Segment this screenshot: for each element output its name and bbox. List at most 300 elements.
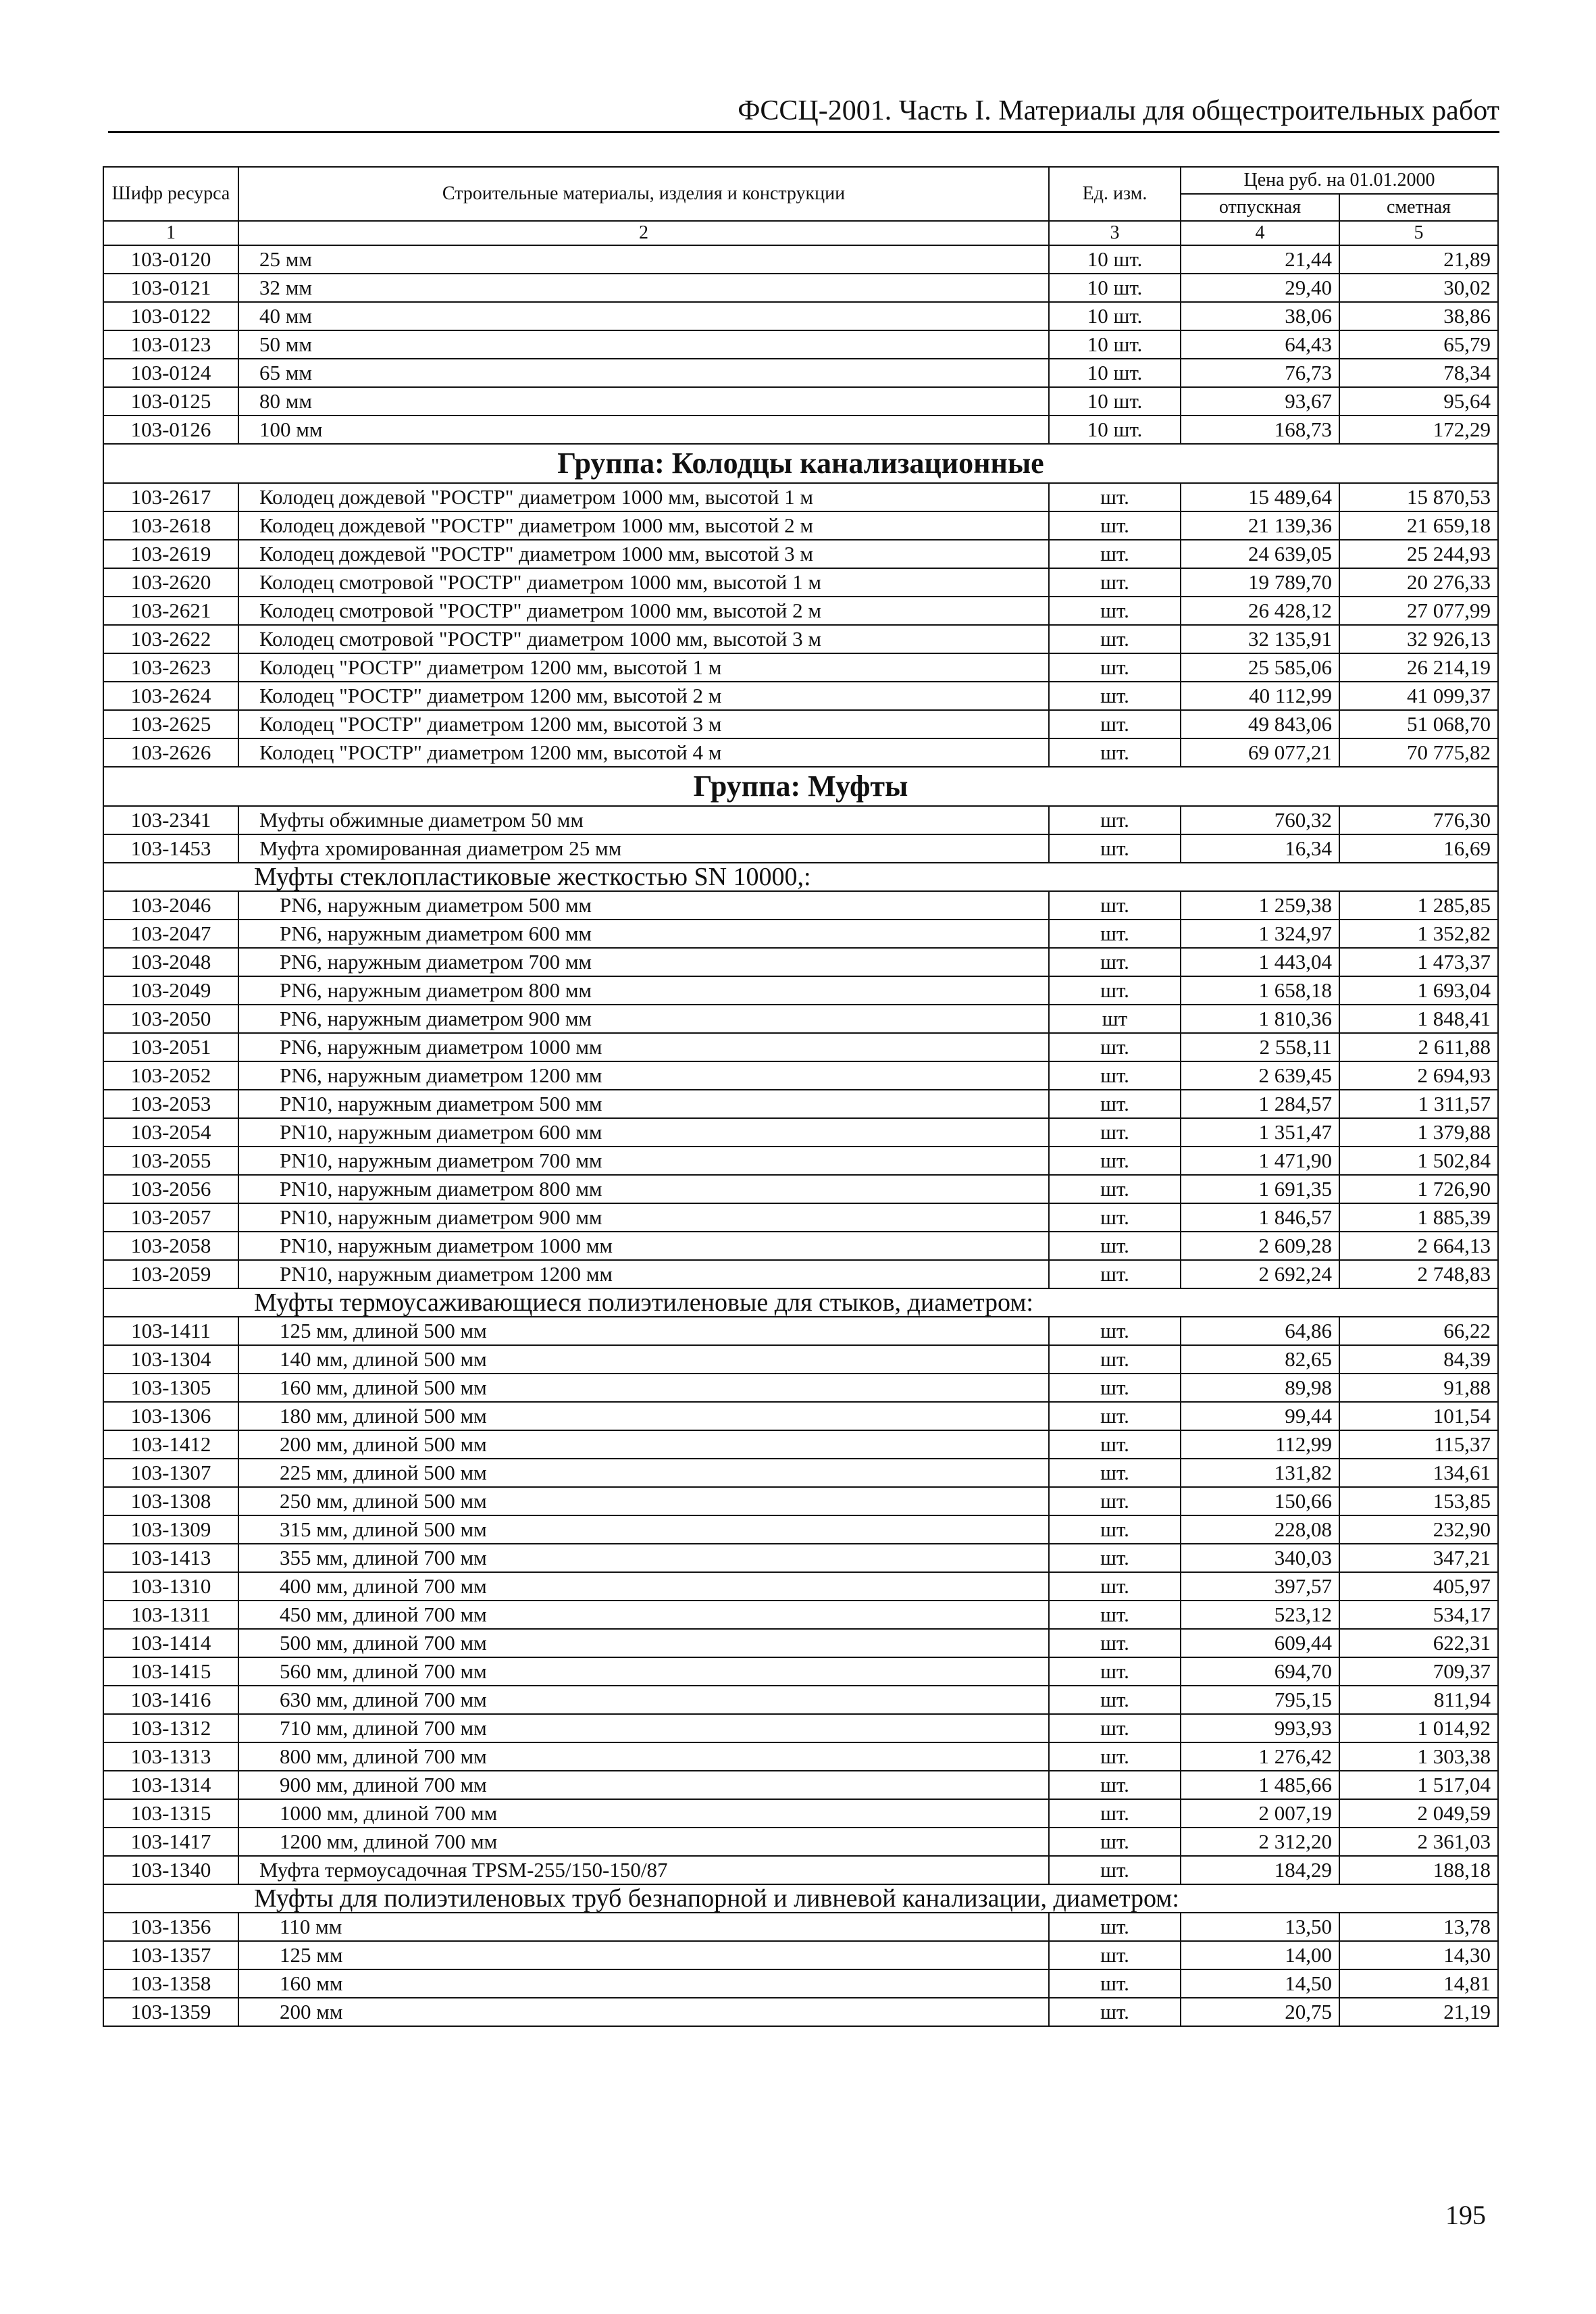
table-row <box>103 1913 1498 1941</box>
item-unit: шт. <box>1049 1260 1181 1288</box>
subgroup-heading-row <box>103 1288 1498 1317</box>
table-row <box>103 1033 1498 1061</box>
price-release: 21 139,36 <box>1181 511 1339 540</box>
price-estimate: 153,85 <box>1339 1487 1498 1515</box>
item-description: 315 мм, длиной 500 мм <box>238 1515 1049 1544</box>
price-estimate: 1 352,82 <box>1339 920 1498 948</box>
resource-code: 103-1357 <box>103 1941 238 1969</box>
group-heading: Группа: Муфты <box>103 767 1498 806</box>
price-release: 14,00 <box>1181 1941 1339 1969</box>
table-row <box>103 1515 1498 1544</box>
item-description: PN6, наружным диаметром 600 мм <box>238 920 1049 948</box>
price-release: 1 810,36 <box>1181 1005 1339 1033</box>
table-row <box>103 302 1498 330</box>
item-unit: 10 шт. <box>1049 330 1181 359</box>
table-row <box>103 1147 1498 1175</box>
price-release: 523,12 <box>1181 1601 1339 1629</box>
item-description: PN10, наружным диаметром 900 мм <box>238 1203 1049 1232</box>
table-row <box>103 653 1498 682</box>
item-description: PN10, наружным диаметром 1000 мм <box>238 1232 1049 1260</box>
table-row <box>103 1487 1498 1515</box>
price-estimate: 1 502,84 <box>1339 1147 1498 1175</box>
item-unit: шт. <box>1049 1487 1181 1515</box>
table-row <box>103 540 1498 568</box>
item-unit: 10 шт. <box>1049 387 1181 416</box>
resource-code: 103-1411 <box>103 1317 238 1345</box>
item-unit: шт. <box>1049 806 1181 834</box>
table-row <box>103 1260 1498 1288</box>
item-description: Муфта термоусадочная TPSM-255/150-150/87 <box>238 1856 1049 1884</box>
table-row <box>103 806 1498 834</box>
price-estimate: 27 077,99 <box>1339 597 1498 625</box>
price-estimate: 2 748,83 <box>1339 1260 1498 1288</box>
item-unit: шт. <box>1049 597 1181 625</box>
item-description: 450 мм, длиной 700 мм <box>238 1601 1049 1629</box>
item-description: Колодец "РОСТР" диаметром 1200 мм, высотой 2 м <box>238 682 1049 710</box>
table-row <box>103 1969 1498 1998</box>
resource-code: 103-2056 <box>103 1175 238 1203</box>
resource-code: 103-2620 <box>103 568 238 597</box>
resource-code: 103-2059 <box>103 1260 238 1288</box>
item-unit: шт. <box>1049 1430 1181 1459</box>
resource-code: 103-1311 <box>103 1601 238 1629</box>
table-row <box>103 1799 1498 1828</box>
price-release: 795,15 <box>1181 1686 1339 1714</box>
item-description: 400 мм, длиной 700 мм <box>238 1572 1049 1601</box>
item-description: PN6, наружным диаметром 1000 мм <box>238 1033 1049 1061</box>
price-estimate: 25 244,93 <box>1339 540 1498 568</box>
column-number-row <box>103 221 1498 245</box>
resource-code: 103-2625 <box>103 710 238 738</box>
price-release: 1 691,35 <box>1181 1175 1339 1203</box>
subgroup-heading-row <box>103 863 1498 891</box>
item-unit: шт. <box>1049 1856 1181 1884</box>
item-unit: шт. <box>1049 1742 1181 1771</box>
price-release: 1 485,66 <box>1181 1771 1339 1799</box>
item-unit: шт. <box>1049 1969 1181 1998</box>
item-unit: шт. <box>1049 1061 1181 1090</box>
subgroup-heading-row <box>103 1884 1498 1913</box>
item-description: 100 мм <box>238 416 1049 444</box>
price-estimate: 1 379,88 <box>1339 1118 1498 1147</box>
item-unit: шт. <box>1049 1345 1181 1374</box>
column-number: 2 <box>238 221 1049 245</box>
header-price-group: Цена руб. на 01.01.2000 <box>1181 167 1498 194</box>
item-description: Колодец смотровой "РОСТР" диаметром 1000 мм, высотой 1 м <box>238 568 1049 597</box>
column-number: 1 <box>103 221 238 245</box>
price-estimate: 1 303,38 <box>1339 1742 1498 1771</box>
item-unit: шт. <box>1049 511 1181 540</box>
item-description: Колодец "РОСТР" диаметром 1200 мм, высотой 1 м <box>238 653 1049 682</box>
price-estimate: 13,78 <box>1339 1913 1498 1941</box>
header-description: Строительные материалы, изделия и конструкции <box>238 167 1049 221</box>
table-row <box>103 1203 1498 1232</box>
price-release: 184,29 <box>1181 1856 1339 1884</box>
item-unit: шт. <box>1049 1686 1181 1714</box>
resource-code: 103-1414 <box>103 1629 238 1657</box>
item-unit: шт. <box>1049 1714 1181 1742</box>
price-release: 1 846,57 <box>1181 1203 1339 1232</box>
price-estimate: 776,30 <box>1339 806 1498 834</box>
price-release: 2 007,19 <box>1181 1799 1339 1828</box>
item-unit: шт. <box>1049 1941 1181 1969</box>
item-description: PN6, наружным диаметром 900 мм <box>238 1005 1049 1033</box>
group-heading: Группа: Колодцы канализационные <box>103 444 1498 483</box>
price-estimate: 32 926,13 <box>1339 625 1498 653</box>
price-release: 24 639,05 <box>1181 540 1339 568</box>
price-estimate: 1 311,57 <box>1339 1090 1498 1118</box>
item-unit: шт. <box>1049 1090 1181 1118</box>
price-release: 89,98 <box>1181 1374 1339 1402</box>
price-estimate: 95,64 <box>1339 387 1498 416</box>
item-unit: шт. <box>1049 1175 1181 1203</box>
resource-code: 103-1413 <box>103 1544 238 1572</box>
item-unit: шт. <box>1049 1147 1181 1175</box>
table-row <box>103 710 1498 738</box>
resource-code: 103-0121 <box>103 274 238 302</box>
price-release: 397,57 <box>1181 1572 1339 1601</box>
price-estimate: 51 068,70 <box>1339 710 1498 738</box>
price-release: 2 692,24 <box>1181 1260 1339 1288</box>
resource-code: 103-2057 <box>103 1203 238 1232</box>
item-unit: шт. <box>1049 738 1181 767</box>
header-title: ФССЦ-2001. Часть I. Материалы для общестроительных работ <box>738 95 1499 126</box>
item-description: PN6, наружным диаметром 700 мм <box>238 948 1049 976</box>
price-release: 1 324,97 <box>1181 920 1339 948</box>
price-release: 131,82 <box>1181 1459 1339 1487</box>
item-description: Колодец "РОСТР" диаметром 1200 мм, высотой 4 м <box>238 738 1049 767</box>
resource-code: 103-1356 <box>103 1913 238 1941</box>
resource-code: 103-1415 <box>103 1657 238 1686</box>
item-unit: шт. <box>1049 540 1181 568</box>
table-header-row <box>103 167 1498 194</box>
price-release: 168,73 <box>1181 416 1339 444</box>
column-number: 4 <box>1181 221 1339 245</box>
item-description: Колодец смотровой "РОСТР" диаметром 1000 мм, высотой 2 м <box>238 597 1049 625</box>
price-release: 1 658,18 <box>1181 976 1339 1005</box>
price-estimate: 78,34 <box>1339 359 1498 387</box>
price-estimate: 38,86 <box>1339 302 1498 330</box>
item-description: 50 мм <box>238 330 1049 359</box>
item-unit: шт <box>1049 1005 1181 1033</box>
resource-code: 103-2617 <box>103 483 238 511</box>
item-description: 1000 мм, длиной 700 мм <box>238 1799 1049 1828</box>
item-description: 800 мм, длиной 700 мм <box>238 1742 1049 1771</box>
resource-code: 103-2052 <box>103 1061 238 1090</box>
resource-code: 103-1315 <box>103 1799 238 1828</box>
table-row <box>103 245 1498 274</box>
item-description: 40 мм <box>238 302 1049 330</box>
price-release: 1 471,90 <box>1181 1147 1339 1175</box>
item-description: 160 мм <box>238 1969 1049 1998</box>
item-description: 125 мм <box>238 1941 1049 1969</box>
table-row <box>103 1742 1498 1771</box>
price-release: 13,50 <box>1181 1913 1339 1941</box>
price-estimate: 41 099,37 <box>1339 682 1498 710</box>
item-unit: шт. <box>1049 834 1181 863</box>
table-row <box>103 1232 1498 1260</box>
price-estimate: 14,81 <box>1339 1969 1498 1998</box>
price-estimate: 65,79 <box>1339 330 1498 359</box>
item-description: 125 мм, длиной 500 мм <box>238 1317 1049 1345</box>
resource-code: 103-1305 <box>103 1374 238 1402</box>
item-description: Колодец дождевой "РОСТР" диаметром 1000 мм, высотой 2 м <box>238 511 1049 540</box>
price-estimate: 101,54 <box>1339 1402 1498 1430</box>
table-row <box>103 948 1498 976</box>
price-release: 64,86 <box>1181 1317 1339 1345</box>
price-estimate: 66,22 <box>1339 1317 1498 1345</box>
item-unit: шт. <box>1049 920 1181 948</box>
item-unit: шт. <box>1049 1232 1181 1260</box>
item-description: PN6, наружным диаметром 800 мм <box>238 976 1049 1005</box>
resource-code: 103-2621 <box>103 597 238 625</box>
price-estimate: 1 726,90 <box>1339 1175 1498 1203</box>
price-estimate: 26 214,19 <box>1339 653 1498 682</box>
table-row <box>103 1572 1498 1601</box>
resource-code: 103-0125 <box>103 387 238 416</box>
item-unit: шт. <box>1049 483 1181 511</box>
table-row <box>103 625 1498 653</box>
resource-code: 103-2055 <box>103 1147 238 1175</box>
price-estimate: 70 775,82 <box>1339 738 1498 767</box>
resource-code: 103-1304 <box>103 1345 238 1374</box>
item-unit: шт. <box>1049 1601 1181 1629</box>
price-estimate: 622,31 <box>1339 1629 1498 1657</box>
header-unit: Ед. изм. <box>1049 167 1181 221</box>
item-description: 1200 мм, длиной 700 мм <box>238 1828 1049 1856</box>
item-unit: шт. <box>1049 1657 1181 1686</box>
price-estimate: 405,97 <box>1339 1572 1498 1601</box>
table-row <box>103 1714 1498 1742</box>
item-description: Колодец дождевой "РОСТР" диаметром 1000 мм, высотой 3 м <box>238 540 1049 568</box>
column-number: 3 <box>1049 221 1181 245</box>
item-description: PN6, наружным диаметром 1200 мм <box>238 1061 1049 1090</box>
resource-code: 103-1412 <box>103 1430 238 1459</box>
page-number: 195 <box>1445 2200 1486 2230</box>
price-release: 26 428,12 <box>1181 597 1339 625</box>
price-estimate: 534,17 <box>1339 1601 1498 1629</box>
resource-code: 103-1314 <box>103 1771 238 1799</box>
table-row <box>103 1061 1498 1090</box>
table-row <box>103 1175 1498 1203</box>
column-number: 5 <box>1339 221 1498 245</box>
table-row <box>103 1005 1498 1033</box>
resource-code: 103-2624 <box>103 682 238 710</box>
table-row <box>103 1657 1498 1686</box>
price-estimate: 1 473,37 <box>1339 948 1498 976</box>
price-release: 1 259,38 <box>1181 891 1339 920</box>
resource-code: 103-0122 <box>103 302 238 330</box>
price-estimate: 232,90 <box>1339 1515 1498 1544</box>
price-estimate: 347,21 <box>1339 1544 1498 1572</box>
item-description: Муфта хромированная диаметром 25 мм <box>238 834 1049 863</box>
price-release: 2 639,45 <box>1181 1061 1339 1090</box>
table-row <box>103 568 1498 597</box>
item-unit: шт. <box>1049 1203 1181 1232</box>
resource-code: 103-2048 <box>103 948 238 976</box>
item-description: 710 мм, длиной 700 мм <box>238 1714 1049 1742</box>
item-description: 80 мм <box>238 387 1049 416</box>
resource-code: 103-2341 <box>103 806 238 834</box>
price-estimate: 115,37 <box>1339 1430 1498 1459</box>
item-description: 140 мм, длиной 500 мм <box>238 1345 1049 1374</box>
item-unit: шт. <box>1049 625 1181 653</box>
price-estimate: 172,29 <box>1339 416 1498 444</box>
price-release: 40 112,99 <box>1181 682 1339 710</box>
resource-code: 103-2046 <box>103 891 238 920</box>
item-unit: шт. <box>1049 1828 1181 1856</box>
price-estimate: 1 885,39 <box>1339 1203 1498 1232</box>
table-row <box>103 1686 1498 1714</box>
table-row <box>103 738 1498 767</box>
item-unit: шт. <box>1049 976 1181 1005</box>
item-description: Колодец дождевой "РОСТР" диаметром 1000 мм, высотой 1 м <box>238 483 1049 511</box>
price-release: 228,08 <box>1181 1515 1339 1544</box>
item-description: 560 мм, длиной 700 мм <box>238 1657 1049 1686</box>
resource-code: 103-1359 <box>103 1998 238 2026</box>
price-release: 1 276,42 <box>1181 1742 1339 1771</box>
price-estimate: 2 694,93 <box>1339 1061 1498 1090</box>
table-row <box>103 1090 1498 1118</box>
price-estimate: 21 659,18 <box>1339 511 1498 540</box>
price-estimate: 84,39 <box>1339 1345 1498 1374</box>
item-unit: шт. <box>1049 1374 1181 1402</box>
item-description: 200 мм, длиной 500 мм <box>238 1430 1049 1459</box>
resource-code: 103-1306 <box>103 1402 238 1430</box>
resource-code: 103-1309 <box>103 1515 238 1544</box>
price-table <box>103 166 1499 2027</box>
table-row <box>103 920 1498 948</box>
resource-code: 103-0126 <box>103 416 238 444</box>
table-row <box>103 1771 1498 1799</box>
resource-code: 103-1417 <box>103 1828 238 1856</box>
item-unit: шт. <box>1049 948 1181 976</box>
price-estimate: 91,88 <box>1339 1374 1498 1402</box>
item-unit: шт. <box>1049 1998 1181 2026</box>
item-unit: шт. <box>1049 1799 1181 1828</box>
item-unit: шт. <box>1049 653 1181 682</box>
item-unit: шт. <box>1049 1402 1181 1430</box>
item-description: 160 мм, длиной 500 мм <box>238 1374 1049 1402</box>
price-release: 82,65 <box>1181 1345 1339 1374</box>
price-estimate: 16,69 <box>1339 834 1498 863</box>
price-release: 21,44 <box>1181 245 1339 274</box>
item-unit: шт. <box>1049 1515 1181 1544</box>
price-estimate: 188,18 <box>1339 1856 1498 1884</box>
table-row <box>103 274 1498 302</box>
price-release: 29,40 <box>1181 274 1339 302</box>
item-description: 25 мм <box>238 245 1049 274</box>
table-row <box>103 1601 1498 1629</box>
table-row <box>103 1459 1498 1487</box>
item-description: PN10, наружным диаметром 500 мм <box>238 1090 1049 1118</box>
resource-code: 103-1308 <box>103 1487 238 1515</box>
header-price-estimate: сметная <box>1339 194 1498 221</box>
item-description: PN10, наружным диаметром 1200 мм <box>238 1260 1049 1288</box>
price-estimate: 2 664,13 <box>1339 1232 1498 1260</box>
item-unit: шт. <box>1049 710 1181 738</box>
item-unit: 10 шт. <box>1049 274 1181 302</box>
item-description: 225 мм, длиной 500 мм <box>238 1459 1049 1487</box>
item-description: 180 мм, длиной 500 мм <box>238 1402 1049 1430</box>
item-description: 250 мм, длиной 500 мм <box>238 1487 1049 1515</box>
table-row <box>103 416 1498 444</box>
price-release: 14,50 <box>1181 1969 1339 1998</box>
item-unit: шт. <box>1049 1033 1181 1061</box>
price-release: 25 585,06 <box>1181 653 1339 682</box>
header-code: Шифр ресурса <box>103 167 238 221</box>
resource-code: 103-2051 <box>103 1033 238 1061</box>
resource-code: 103-1312 <box>103 1714 238 1742</box>
item-unit: 10 шт. <box>1049 245 1181 274</box>
item-unit: шт. <box>1049 1913 1181 1941</box>
resource-code: 103-2618 <box>103 511 238 540</box>
table-row <box>103 511 1498 540</box>
resource-code: 103-0120 <box>103 245 238 274</box>
price-release: 2 312,20 <box>1181 1828 1339 1856</box>
resource-code: 103-2619 <box>103 540 238 568</box>
price-release: 99,44 <box>1181 1402 1339 1430</box>
resource-code: 103-2053 <box>103 1090 238 1118</box>
item-unit: 10 шт. <box>1049 302 1181 330</box>
table-row <box>103 1941 1498 1969</box>
resource-code: 103-2049 <box>103 976 238 1005</box>
item-unit: шт. <box>1049 1771 1181 1799</box>
price-estimate: 2 049,59 <box>1339 1799 1498 1828</box>
price-release: 1 284,57 <box>1181 1090 1339 1118</box>
resource-code: 103-0123 <box>103 330 238 359</box>
price-estimate: 1 693,04 <box>1339 976 1498 1005</box>
item-description: Колодец смотровой "РОСТР" диаметром 1000 мм, высотой 3 м <box>238 625 1049 653</box>
subgroup-heading: Муфты стеклопластиковые жесткостью SN 10000,: <box>103 863 1498 891</box>
item-description: 500 мм, длиной 700 мм <box>238 1629 1049 1657</box>
item-unit: шт. <box>1049 1544 1181 1572</box>
resource-code: 103-1358 <box>103 1969 238 1998</box>
price-release: 49 843,06 <box>1181 710 1339 738</box>
table-row <box>103 1374 1498 1402</box>
item-unit: шт. <box>1049 682 1181 710</box>
price-release: 112,99 <box>1181 1430 1339 1459</box>
price-release: 993,93 <box>1181 1714 1339 1742</box>
table-row <box>103 682 1498 710</box>
resource-code: 103-2622 <box>103 625 238 653</box>
price-release: 15 489,64 <box>1181 483 1339 511</box>
price-release: 1 351,47 <box>1181 1118 1339 1147</box>
table-row <box>103 976 1498 1005</box>
price-release: 340,03 <box>1181 1544 1339 1572</box>
item-description: Колодец "РОСТР" диаметром 1200 мм, высотой 3 м <box>238 710 1049 738</box>
price-estimate: 30,02 <box>1339 274 1498 302</box>
resource-code: 103-2058 <box>103 1232 238 1260</box>
resource-code: 103-1307 <box>103 1459 238 1487</box>
table-row <box>103 1998 1498 2026</box>
item-unit: шт. <box>1049 568 1181 597</box>
subgroup-heading: Муфты для полиэтиленовых труб безнапорной и ливневой канализации, диаметром: <box>103 1884 1498 1913</box>
table-row <box>103 1544 1498 1572</box>
resource-code: 103-2050 <box>103 1005 238 1033</box>
price-release: 32 135,91 <box>1181 625 1339 653</box>
table-row <box>103 1317 1498 1345</box>
item-unit: шт. <box>1049 1459 1181 1487</box>
item-unit: шт. <box>1049 1629 1181 1657</box>
price-release: 93,67 <box>1181 387 1339 416</box>
price-estimate: 21,89 <box>1339 245 1498 274</box>
resource-code: 103-2047 <box>103 920 238 948</box>
price-estimate: 811,94 <box>1339 1686 1498 1714</box>
table-row <box>103 891 1498 920</box>
price-estimate: 1 285,85 <box>1339 891 1498 920</box>
price-release: 609,44 <box>1181 1629 1339 1657</box>
